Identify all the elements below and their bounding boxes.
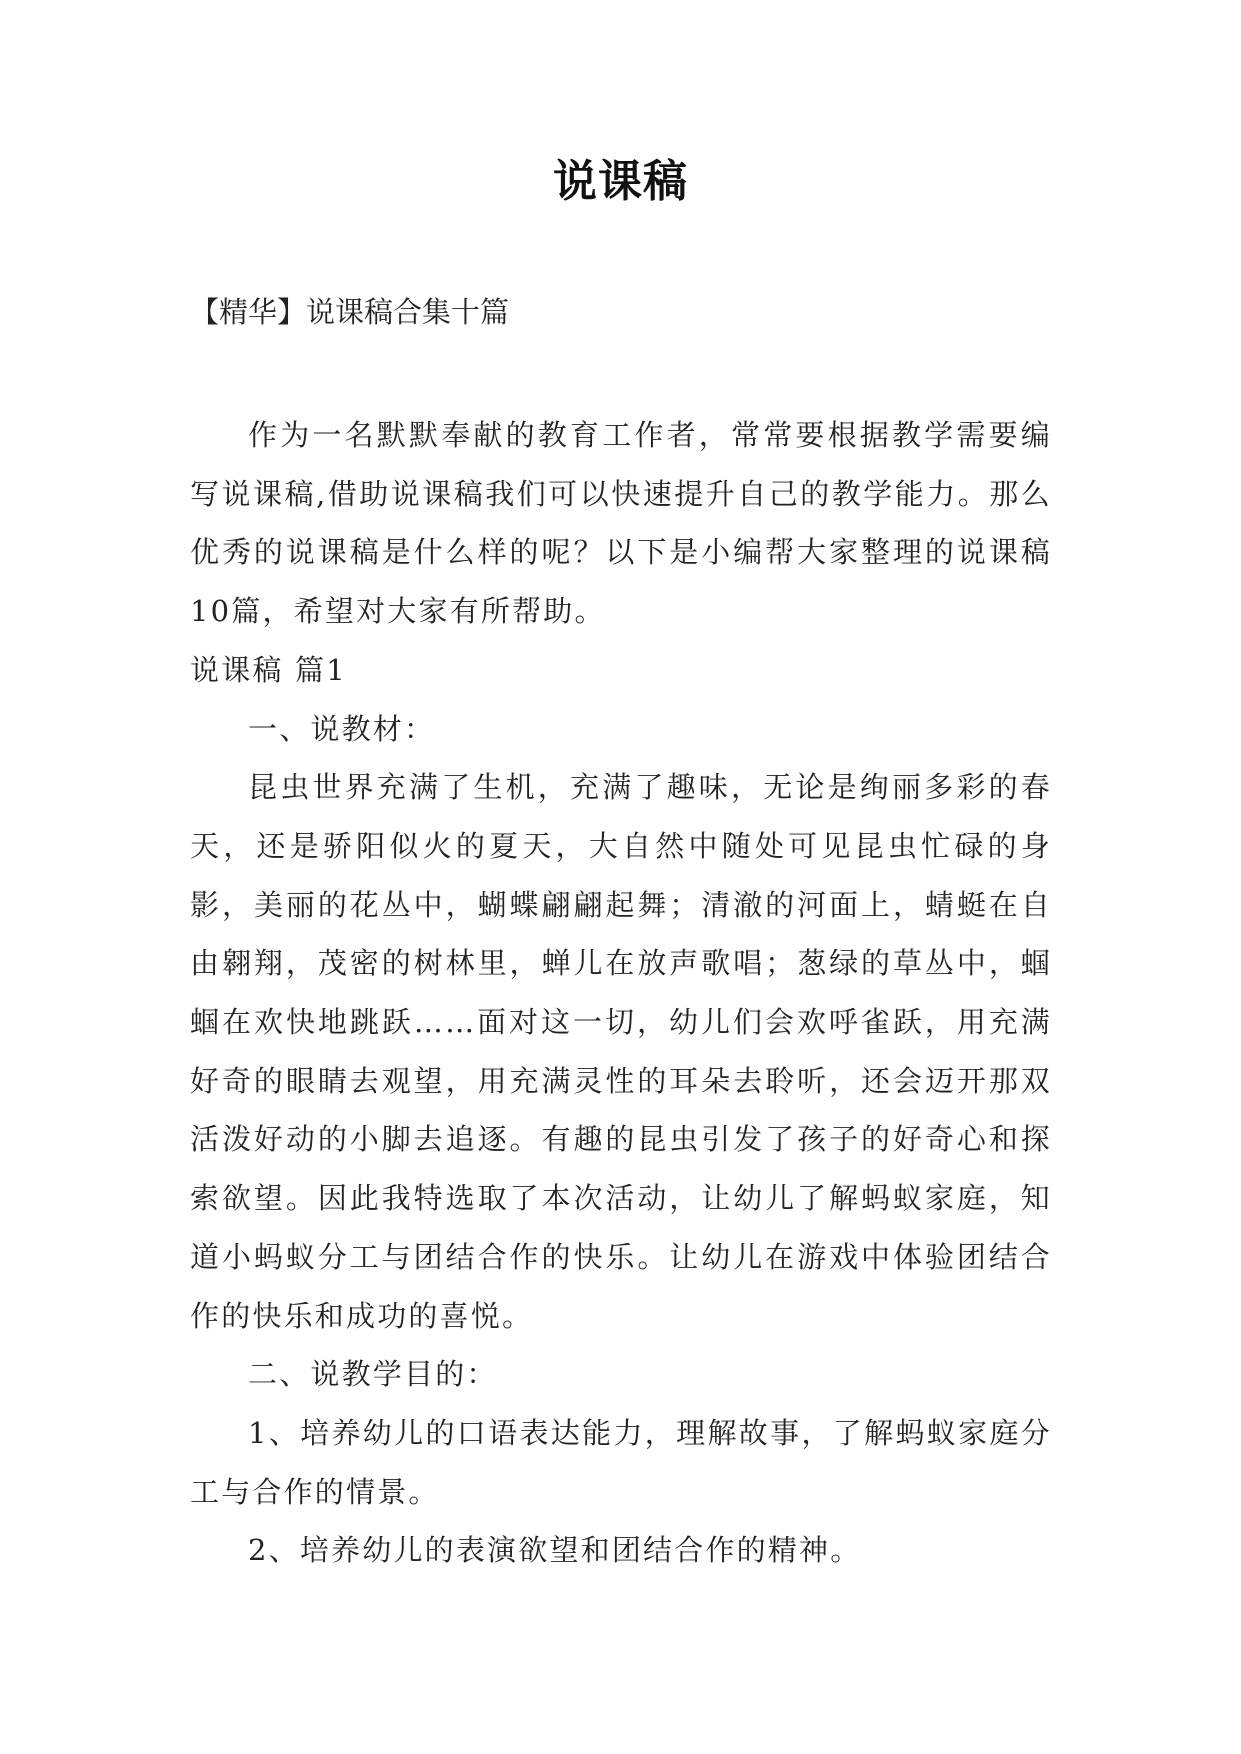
document-title: 说课稿 — [553, 156, 688, 207]
heading-teaching-material: 一、说教材： — [248, 711, 436, 746]
heading-teaching-goals: 二、说教学目的： — [248, 1357, 498, 1392]
goal-item-2: 2、培养幼儿的表演欲望和团结合作的精神。 — [248, 1533, 862, 1568]
goal-item-1: 1、培养幼儿的口语表达能力，理解故事，了解蚂蚁家庭分工与合作的情景。 — [190, 1415, 1052, 1509]
intro-paragraph: 作为一名默默奉献的教育工作者，常常要根据教学需要编写说课稿,借助说课稿我们可以快速提升自己的教学能力。那么优秀的说课稿是什么样的呢？以下是小编帮大家整理的说课稿10篇，希望对大家有所帮助。 — [190, 418, 1052, 629]
teaching-material-paragraph: 昆虫世界充满了生机，充满了趣味，无论是绚丽多彩的春天，还是骄阳似火的夏天，大自然中随处可见昆虫忙碌的身影，美丽的花丛中，蝴蝶翩翩起舞；清澈的河面上，蜻蜓在自由翱翔，茂密的树林里，蝉儿在放声歌唱；葱绿的草丛中，蝈蝈在欢快地跳跃……面对这一切，幼儿们会欢呼雀跃，用充满好奇的眼睛去观望，用充满灵性的耳朵去聆听，还会迈开那双活泼好动的小脚去追逐。有趣的昆虫引发了孩子的好奇心和探索欲望。因此我特选取了本次活动，让幼儿了解蚂蚁家庭，知道小蚂蚁分工与团结合作的快乐。让幼儿在游戏中体验团结合作的快乐和成功的喜悦。 — [190, 770, 1052, 1333]
section-heading-lesson-1: 说课稿 篇1 — [190, 652, 347, 687]
document-body — [190, 406, 1052, 1580]
document-subtitle: 【精华】说课稿合集十篇 — [190, 295, 510, 329]
